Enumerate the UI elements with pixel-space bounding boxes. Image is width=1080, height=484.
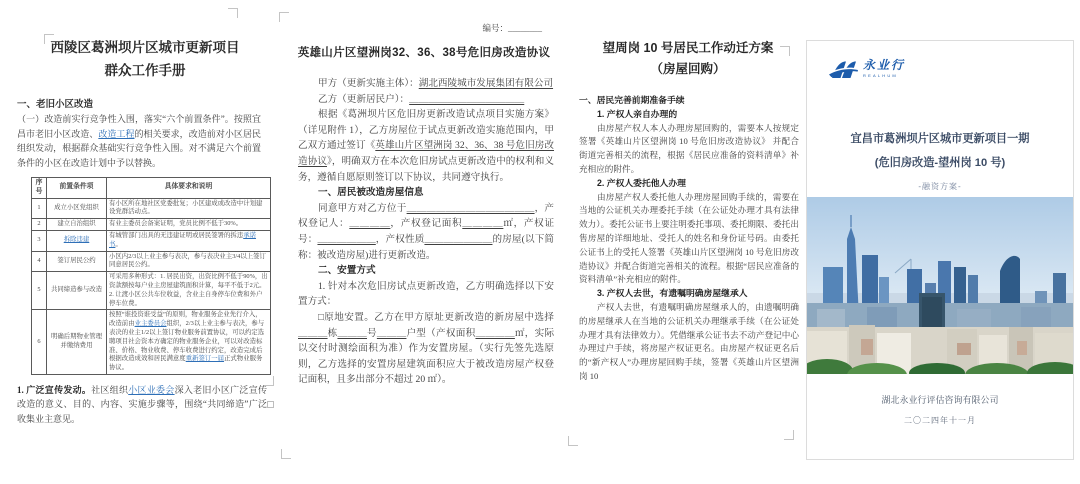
doc2-checkbox-paragraph: □原地安置。乙方在甲方原址更新改造的新房屋中选择＿＿＿栋＿＿＿号＿＿＿户型（产权面积＿＿＿＿㎡，实际以交付时测绘面积为准）作为安置房屋。（实行先签先选原则，乙方选择的安置房屋建筑面积应大于被改造房屋产权登记面积，且多出部分不超过 20 ㎡）。	[298, 311, 555, 386]
anchor-square-artifact	[267, 401, 274, 408]
table-cell: 有小区所在地社区党委批复；小区建成或改造中计划建设党群活动点。	[107, 198, 271, 219]
table-row	[32, 272, 271, 310]
logo-latin-name: REALHUM	[863, 73, 898, 78]
party-a-line: 甲方（更新实施主体）：湖北西陵城市发展集团有限公司	[318, 78, 554, 89]
table-header-row	[32, 178, 271, 199]
table-cell: 明确后期物业管理并缴纳费用	[47, 310, 107, 375]
doc4-title-line2: (危旧房改造-望州岗 10 号)	[874, 157, 1006, 169]
table-row	[32, 219, 271, 231]
table-cell	[47, 230, 107, 251]
inline-link[interactable]: 重新签订一届	[185, 355, 225, 363]
page-corner-mark	[228, 8, 238, 18]
inline-link[interactable]: 业主委员会	[134, 320, 167, 328]
doc2-title: 英雄山片区望洲岗32、36、38号危旧房改造协议	[297, 47, 551, 59]
doc1-title-line1: 西陵区葛洲坝片区城市更新项目	[50, 40, 240, 55]
page-corner-mark	[784, 430, 794, 440]
inline-link[interactable]: 承诺书	[109, 231, 256, 248]
doc3-sub-heading-3: 3. 产权人去世，有遗嘱明确房屋继承人	[597, 288, 748, 299]
doc3-sub-heading-2: 2. 产权人委托他人办理	[597, 177, 686, 188]
doc3-paragraph-2: 由房屋产权人委托他人办理房屋回购手续的，需要在当地的公证机关办理委托手续（在公证处办理才具有法律效力）。委托公证书上要注明委托事项、委托期限、委托出售房屋的详细地址、受托人的姓名和身份证号码。由委托公证书上的受托人签署《英雄山片区望洲岗 10 号危旧房改造协议》并配合街道完善相关的流程。根据“居民应准备的资料清单”补充相应的附件。	[579, 191, 799, 285]
table-header-cell: 具体要求和说明	[107, 178, 271, 199]
preconditions-table	[31, 177, 271, 375]
table-cell: 1	[32, 198, 47, 219]
doc2-heading-info: 一、居民被改造房屋信息	[318, 187, 424, 199]
table-cell: 建立自治组织	[47, 219, 107, 231]
doc3-sub-heading-1: 1. 产权人亲自办理的	[597, 108, 678, 119]
table-cell: 成立小区党组织	[47, 198, 107, 219]
doc-handbook-page	[15, 28, 275, 426]
table-cell: 有城管部门出具的无违建证明或居民签署的拆违承诺书。	[107, 230, 271, 251]
yongyehang-logo-icon	[829, 59, 859, 81]
doc-agreement-page	[288, 22, 560, 388]
doc1-footer-paragraph: 1. 广泛宣传发动。社区组织小区业委会深入老旧小区广泛宣传改造的意义、目的、内容、实施步骤等，围绕“共同缔造”广泛收集业主意见。	[17, 384, 267, 424]
doc2-choose-line: 1. 针对本次危旧房试点更新改造，乙方明确选择以下安置方式：	[298, 280, 554, 308]
page-corner-mark	[279, 12, 289, 22]
doc2-heading-placement: 二、安置方式	[318, 265, 376, 277]
doc3-title-line1: 望周岗 10 号居民工作动迁方案	[602, 41, 774, 55]
table-row	[32, 198, 271, 219]
table-cell: 2	[32, 219, 47, 231]
doc3-body	[573, 94, 803, 384]
table-cell: 4	[32, 251, 47, 272]
table-cell: 有业主委员会备案证明，党员比例不低于30%。	[107, 219, 271, 231]
city-skyline-photo	[807, 197, 1073, 374]
table-cell: 按照“谁投资谁受益”的原则，物业服务企业先行介入，改造前由业主委员会组织，2/3以上业主参与表决，参与表决的业主1/2以上签订物业服务前置协议，可以约定选聘项目社会资本方确定的物业服务企业，可以对改造标准、价格、物业收费、停车收费进行约定，改造完成后根据改造成效和居民满意度重新签订一届正式物业服务协议。	[107, 310, 271, 375]
doc1-title	[15, 36, 275, 82]
doc4-title	[807, 127, 1073, 175]
table-row	[32, 230, 271, 251]
table-cell: 签订居民公约	[47, 251, 107, 272]
doc4-title-line1: 宜昌市葛洲坝片区城市更新项目一期	[850, 133, 1030, 145]
party-b-line: 乙方（更新居民户）：＿＿＿＿＿＿＿＿＿＿＿＿	[318, 93, 525, 105]
agreement-ref-number: 编号：________	[482, 23, 542, 33]
doc1-intro-paragraph: （一）改造前实行竞争性入围，落实“六个前置条件”。按照宜昌市老旧小区改造、改造工程的相关要求，改造前对小区居民组织发动，根据群众基础实行竞争性入围。对不满足六个前置条件的小区在改造计划中予以替换。	[17, 114, 261, 168]
doc2-house-info-paragraph: 同意甲方对乙方位于＿＿＿＿＿＿＿＿＿＿＿＿＿，产权登记人：＿＿＿＿，产权登记面积＿＿＿＿㎡，产权证号：＿＿＿＿＿＿，产权性质＿＿＿＿＿＿＿的房屋(以下简称：被改造房屋)进行更新改造。	[298, 202, 555, 261]
logo-chinese-name: 永业行	[863, 58, 906, 72]
table-cell: 5	[32, 272, 47, 310]
doc3-title-line2: （房屋回购）	[650, 62, 726, 76]
doc2-basis-paragraph: 根据《葛洲坝片区危旧房更新改造试点项目实施方案》（详见附件 1），乙方房屋位于试点更新改造实施范围内，甲乙双方通过签订《英雄山片区望洲岗 32、36、38 号危旧房改造协议》，明确双方在本次危旧房试点更新改造中的权利和义务，遵循自愿原则签订以下协议，共同遵守执行。	[298, 109, 555, 183]
doc4-date: 二〇二四年十一月	[904, 416, 976, 425]
skyline-illustration	[807, 197, 1073, 374]
doc3-title	[573, 38, 803, 80]
doc3-paragraph-1: 由房屋产权人本人办理房屋回购的，需要本人按规定签署《英雄山片区望洲岗 10 号危旧房改造协议》 并配合街道完善相关的流程，根据《居民应准备的资料清单》补充相应的附件。	[579, 122, 799, 174]
doc-financing-cover-page	[806, 40, 1074, 460]
table-cell: 共同缔造参与改造	[47, 272, 107, 310]
yongyehang-logo	[829, 59, 905, 81]
table-header-cell: 前置条件项	[47, 178, 107, 199]
table-row	[32, 310, 271, 375]
page-corner-mark	[264, 376, 274, 386]
doc2-body	[288, 76, 560, 388]
doc1-title-line2: 群众工作手册	[104, 63, 186, 78]
page-corner-mark	[281, 449, 291, 459]
table-cell: 3	[32, 230, 47, 251]
page-corner-mark	[780, 46, 790, 56]
doc3-main-heading: 一、居民完善前期准备手续	[579, 95, 685, 105]
inline-link[interactable]: 小区业委会	[128, 384, 175, 395]
table-cell: 小区内2/3以上业主参与表决，参与表决业主3/4以上签订同意居民公约。	[107, 251, 271, 272]
doc-relocation-plan-page	[573, 38, 803, 384]
inline-link[interactable]: 拆除违建	[63, 236, 90, 244]
doc4-subtitle: -融资方案-	[918, 182, 962, 191]
table-cell: 可采用多种形式：1. 居民出资，出资比例不低于90%，出资款额按每户业主房屋建筑面积计算，每平不低于2元。2. 让渡小区公共车位收益，含业主自身停车位费和外户停车位费。	[107, 272, 271, 310]
table-cell: 6	[32, 310, 47, 375]
doc1-section-heading: 一、老旧小区改造	[17, 99, 94, 110]
table-row	[32, 251, 271, 272]
doc4-company-name: 湖北永业行评估咨询有限公司	[881, 395, 999, 405]
doc3-paragraph-3: 产权人去世，有遗嘱明确房屋继承人的，由遗嘱明确的房屋继承人在当地的公证机关办理继承手续（在公证处办理才具有法律效力）。凭借继承公证书去不动产登记中心办理过户手续，将房屋产权证更名。由房屋产权证更名后的“新产权人”办理房屋回购手续，签署《英雄山片区望洲岗 10	[579, 301, 799, 381]
page-corner-mark	[44, 34, 54, 44]
inline-link[interactable]: 改造工程	[98, 128, 135, 139]
table-header-cell: 序号	[32, 178, 47, 199]
page-corner-mark	[568, 436, 578, 446]
